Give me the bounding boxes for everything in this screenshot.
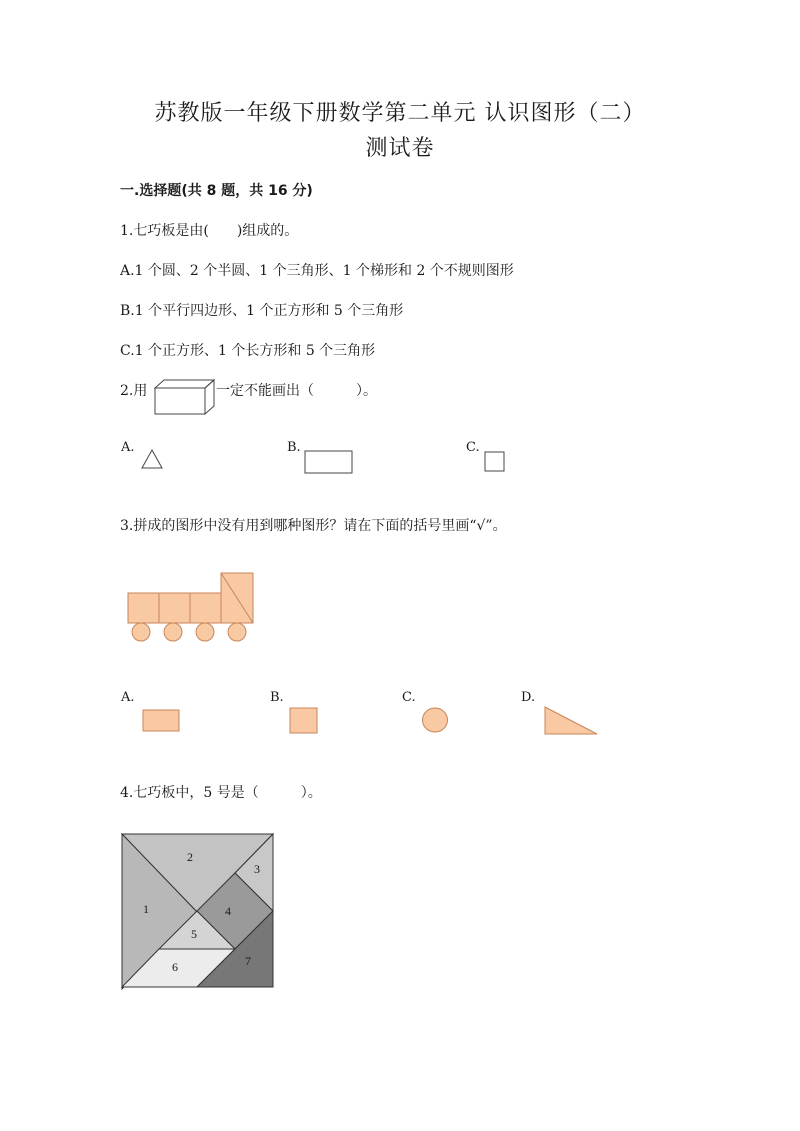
question-1-stem: 1.七巧板是由( )组成的。 xyxy=(120,223,299,239)
cuboid-figure xyxy=(150,376,220,420)
tangram-number-3: 3 xyxy=(254,862,260,876)
tangram-number-4: 4 xyxy=(225,904,231,918)
tangram-number-6: 6 xyxy=(172,960,178,974)
tangram-number-2: 2 xyxy=(187,850,193,864)
tangram-number-7: 7 xyxy=(245,954,251,968)
question-3-stem: 3.拼成的图形中没有用到哪种图形？请在下面的括号里画“√”。 xyxy=(120,518,507,534)
tangram-number-1: 1 xyxy=(143,902,149,916)
circle-option[interactable] xyxy=(421,706,451,734)
section-heading: 一.选择题(共 8 题，共 16 分) xyxy=(120,183,313,199)
question-3-label-b: B. xyxy=(270,690,284,705)
tangram-figure xyxy=(121,833,277,993)
question-2-label-b: B. xyxy=(287,440,301,455)
question-2-label-a: A. xyxy=(121,440,135,455)
square-option[interactable] xyxy=(289,707,319,735)
question-1-option-a[interactable]: A.1 个圆、2 个半圆、1 个三角形、1 个梯形和 2 个不规则图形 xyxy=(120,263,514,279)
rectangle-option[interactable] xyxy=(142,709,182,733)
question-3-label-a: A. xyxy=(121,690,135,705)
question-3-label-d: D. xyxy=(521,690,536,705)
question-1-option-c[interactable]: C.1 个正方形、1 个长方形和 5 个三角形 xyxy=(120,343,376,359)
rectangle-option[interactable] xyxy=(304,450,354,474)
question-2-label-c: C. xyxy=(466,440,480,455)
question-1-option-b[interactable]: B.1 个平行四边形、1 个正方形和 5 个三角形 xyxy=(120,303,404,319)
square-option[interactable] xyxy=(484,451,506,473)
question-4-stem: 4.七巧板中，5 号是（ ）。 xyxy=(120,785,322,801)
triangle-option[interactable] xyxy=(140,448,164,470)
tangram-number-5: 5 xyxy=(191,927,197,941)
question-2-prefix: 2.用 xyxy=(120,383,148,399)
question-3-label-c: C. xyxy=(402,690,416,705)
question-2-suffix: 一定不能画出（ ）。 xyxy=(216,383,377,399)
page-title: 苏教版一年级下册数学第二单元 认识图形（二） xyxy=(154,101,646,126)
triangle-option[interactable] xyxy=(542,705,600,737)
page-subtitle: 测试卷 xyxy=(365,136,435,161)
train-figure xyxy=(127,572,257,644)
